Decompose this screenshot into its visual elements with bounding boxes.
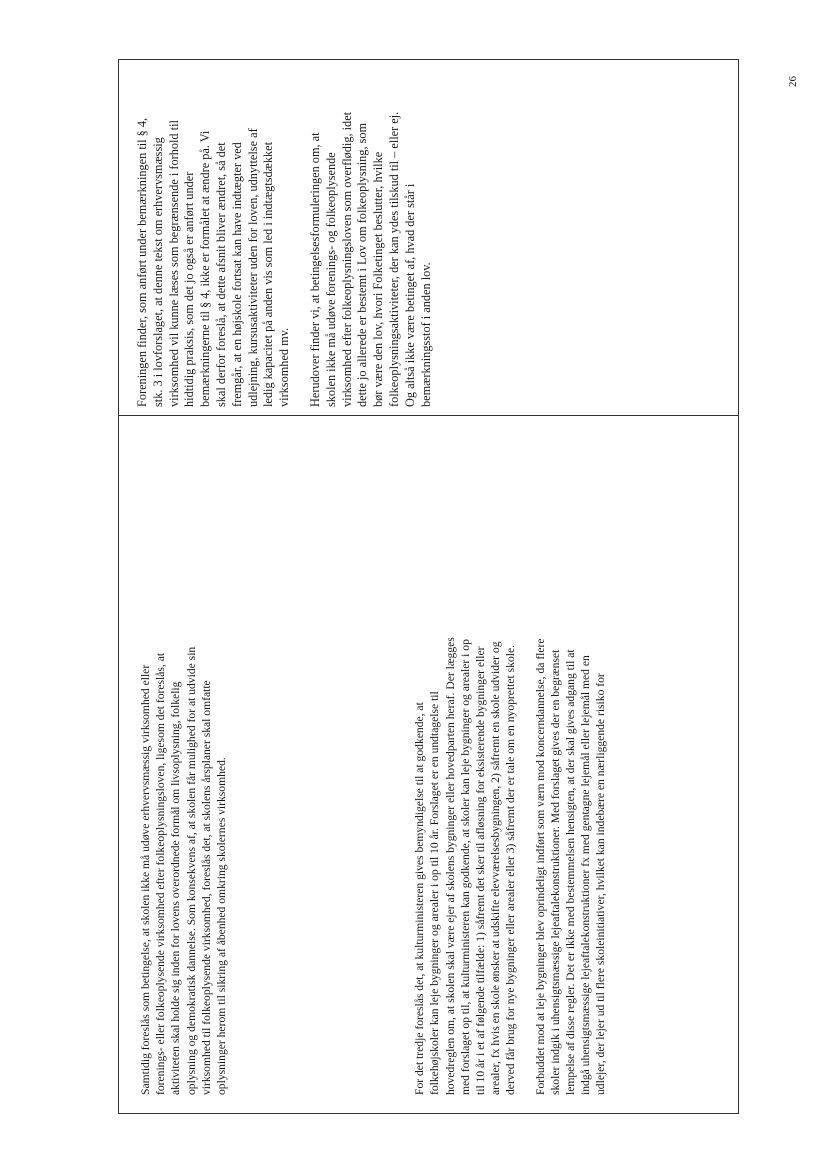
bill-paragraph-2: For det tredje foreslås det, at kulturministeren gives bemyndigelse til at godkende, at folkehøjskoler kan leje bygninger og arealer i op til 10 år. Forslaget er en undtagelse til hovedreglen om, at skolen skal være ejer af skolens bygninger eller hovedparten heraf. Der lægges med forslaget op til, at kulturministeren kan godkende, at skoler kan leje bygninger og arealer i op til 10 år i et af følgende tilfælde: 1) såfremt det sker til afløsning for eksisterende bygninger eller arealer, fx hvis en skole ønsker at udskifte elevværelsesbygningen, 2) såfremt en skole udvider og derved får brug for nye bygninger eller arealer eller 3) såfremt der er tale om en nyoprettet skole.: [413, 637, 518, 1095]
comment-table: [118, 59, 739, 1114]
bill-paragraph-1: Samtidig foreslås som betingelse, at skolen ikke må udøve erhvervsmæssig virksomhed eller forenings- eller folkeoplysende virksomhed efter folkeoplysningsloven, ligesom det foreslås, at aktiviteten skal holde sig inden for lovens overordnede formål om livsoplysning, folkelig oplysning og demokratisk dannelse. Som konsekvens af, at skolen får mulighed for at udvide sin virksomhed til folkeoplysende virksomhed, foreslås det, at skolens årsplaner skal omfatte oplysninger herom til sikring af åbenhed omkring skolernes virksomhed.: [139, 646, 229, 1095]
comment-column: [119, 60, 738, 415]
bill-paragraph-3: Forbuddet mod at leje bygninger blev oprindeligt indført som værn mod koncerndannelse, da flere skoler indgik i uhensigtsmæssige lejeaftalekonstruktioner. Med forslaget gives der en begrænset lempelse af disse regler. Det er ikke med bestemmelsen hensigten, at der skal gives adgang til at indgå uhensigtsmæssige lejeaftalekonstruktioner fx med gentagne lejemål eller lejemål med en udlejer, der lejer ud til flere skoleinitiativer, hvilket kan indebære en nærliggende risiko for: [533, 638, 608, 1095]
comment-paragraph-1: Foreningen finder, som anført under bemærkningen til § 4, stk. 3 i lovforslaget, at denne tekst om erhvervsmæssig virksomhed vil kunne læses som begrænsende i forhold til hidtidig praksis, som det jo også er anført under bemærkningerne til § 4, ikke er formålet at ændre på. Vi skal derfor foreslå, at dette afsnit bliver ændret, så det fremgår, at en højskole fortsat kan have indtægter ved udlejning, kursusaktiviteter uden for loven, udnyttelse af ledig kapacitet på anden vis som led i indtægtsdækket virksomhed mv.: [135, 117, 292, 407]
bill-text-column: [119, 416, 738, 1113]
page-number: 26: [787, 76, 799, 87]
comment-paragraph-2: Herudover finder vi, at betingelsesformuleringen om, at skolen ikke må udøve forenings- og folkeoplysende virksomhed efter folkeoplysningsloven som overflødig, idet dette jo allerede er bestemt i Lov om folkeoplysning, som bør være den lov, hvori Folketinget beslutter, hvilke folkeoplysningsaktiviteter, der kan ydes tilskud til – eller ej. Og altså ikke være betinget af, hvad der står i bemærkningsstof i anden lov.: [307, 111, 433, 407]
